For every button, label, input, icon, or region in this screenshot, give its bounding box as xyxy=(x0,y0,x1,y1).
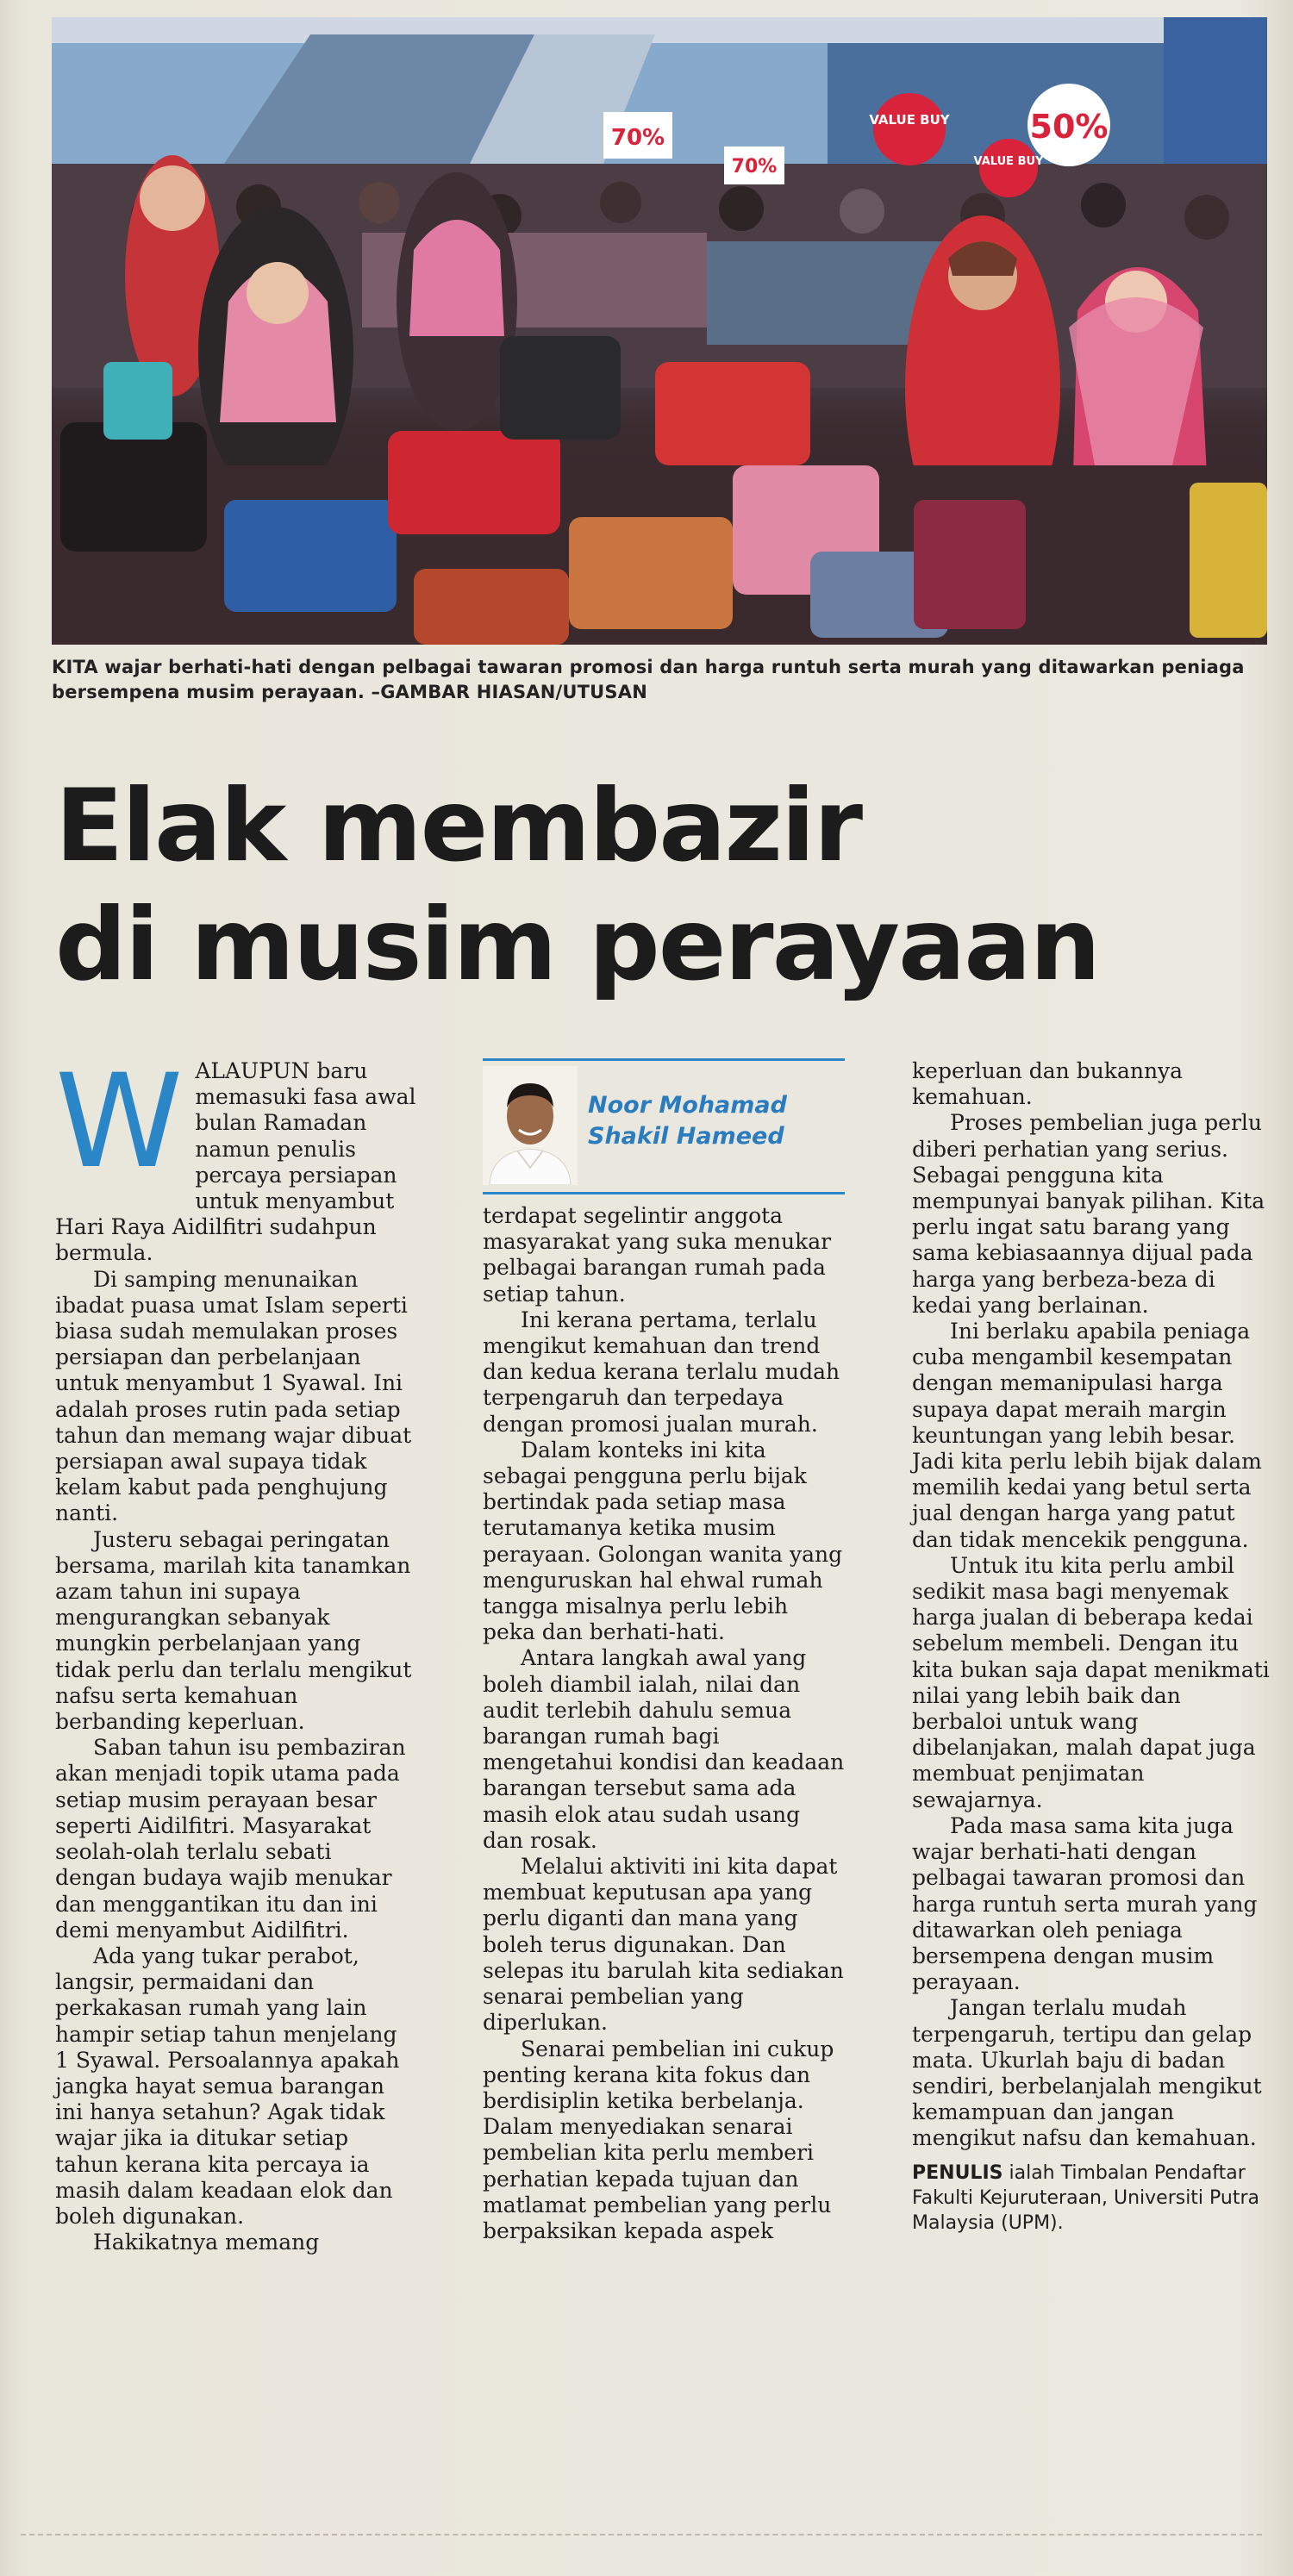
body-paragraph: Pada masa sama kita juga wajar berhati-hati dengan pelbagai tawaran promosi dan harga runtuh serta murah yang ditawarkan oleh peniaga bersempena dengan musim perayaan. xyxy=(912,1812,1258,1995)
body-paragraph: Ada yang tukar perabot, langsir, permaidani dan perkakasan rumah yang lain hampir setiap tahun menjelang 1 Syawal. Persoalannya apakah jangka hayat semua barangan ini hanya setahun? Agak tidak wajar jika ia ditukar setiap tahun kerana kita percaya ia masih dalam keadaan elok dan boleh digunakan. xyxy=(55,1943,400,2229)
writer-label: PENULIS xyxy=(912,2161,1003,2184)
body-paragraph: Saban tahun isu pembaziran akan menjadi topik utama pada setiap musim perayaan besar seperti Aidilfitri. Masyarakat seolah-olah terlalu sebati dengan budaya wajib menukar dan menggantikan itu dan ini demi menyambut Aidilfitri. xyxy=(55,1735,406,1943)
headline-line-1: Elak membazir xyxy=(55,768,862,884)
author-name-line-2: Shakil Hameed xyxy=(588,1123,784,1150)
svg-text:VALUE BUY: VALUE BUY xyxy=(869,112,950,128)
body-paragraph: Ini kerana pertama, terlalu mengikut kemahuan dan trend dan kedua kerana terlalu mudah terpengaruh dan terpedaya dengan promosi jualan murah. xyxy=(483,1307,840,1437)
author-name xyxy=(588,1090,787,1152)
body-paragraph: Dalam konteks ini kita sebagai pengguna perlu bijak bertindak pada setiap masa terutamanya ketika musim perayaan. Golongan wanita yang menguruskan hal ehwal rumah tangga misalnya perlu lebih peka dan berhati-hati. xyxy=(483,1437,843,1645)
lead-text: ALAUPUN baru memasuki fasa awal bulan Ramadan namun penulis percaya persiapan untuk menyambut Hari Raya Aidilfitri sudahpun bermula. xyxy=(55,1058,416,1266)
svg-text:VALUE BUY: VALUE BUY xyxy=(973,155,1044,168)
photo-illustration xyxy=(52,17,1267,645)
svg-text:50%: 50% xyxy=(1029,108,1109,146)
body-paragraph: Untuk itu kita perlu ambil sedikit masa bagi menyemak harga jualan di beberapa kedai sebelum membeli. Dengan itu kita bukan saja dapat menikmati nilai yang lebih baik dan berbaloi untuk wang dibelanjakan, malah dapat juga membuat penjimatan sewajarnya. xyxy=(912,1552,1270,1812)
writer-note xyxy=(912,2161,1274,2236)
article-column-2 xyxy=(483,1058,845,2244)
body-paragraph: keperluan dan bukannya kemahuan. xyxy=(912,1058,1184,1110)
author-portrait-icon xyxy=(483,1066,578,1185)
writer-note-text: ialah Timbalan Pendaftar Fakulti Kejuruteraan, Universiti Putra Malaysia (UPM). xyxy=(912,2161,1260,2234)
photo-credit: –GAMBAR HIASAN/UTUSAN xyxy=(371,682,647,702)
svg-text:70%: 70% xyxy=(731,156,778,178)
body-paragraph: Senarai pembelian ini cukup penting kerana kita fokus dan berdisiplin ketika berbelanja. Dalam menyediakan senarai pembelian kita perlu memberi perhatian kepada tujuan dan matlamat pembelian yang perlu berpaksikan kepada aspek xyxy=(483,2036,834,2243)
page-edge-divider xyxy=(21,2534,1262,2537)
article-column-3 xyxy=(912,1058,1274,2236)
body-paragraph: Di samping menunaikan ibadat puasa umat Islam seperti biasa sudah memulakan proses persiapan dan perbelanjaan untuk menyambut 1 Syawal. Ini adalah proses rutin pada setiap tahun dan memang wajar dibuat persiapan awal supaya tidak kelam kabut pada penghujung nanti. xyxy=(55,1266,412,1526)
discount-sign xyxy=(603,112,672,159)
caption-text: KITA wajar berhati-hati dengan pelbagai tawaran promosi dan harga runtuh serta murah yang ditawarkan peniaga bersempena musim perayaan. xyxy=(52,657,1245,702)
discount-sign xyxy=(724,147,784,184)
body-paragraph: Melalui aktiviti ini kita dapat membuat keputusan apa yang perlu diganti dan mana yang boleh terus digunakan. Dan selepas itu barulah kita sediakan senarai pembelian yang diperlukan. xyxy=(483,1854,844,2036)
drop-cap: W xyxy=(55,1047,184,1197)
svg-text:70%: 70% xyxy=(610,125,665,151)
body-paragraph: Antara langkah awal yang boleh diambil ialah, nilai dan audit terlebih dahulu semua barangan rumah bagi mengetahui kondisi dan keadaan barangan tersebut sama ada masih elok atau sudah usang dan rosak. xyxy=(483,1645,845,1853)
author-name-line-1: Noor Mohamad xyxy=(588,1092,787,1119)
body-paragraph: Justeru sebagai peringatan bersama, marilah kita tanamkan azam tahun ini supaya mengurangkan sebanyak mungkin perbelanjaan yang tidak perlu dan terlalu mengikut nafsu serta kemahuan berbanding keperluan. xyxy=(55,1526,412,1735)
author-byline xyxy=(483,1058,845,1194)
lead-paragraph xyxy=(55,1047,417,1267)
body-paragraph: Proses pembelian juga perlu diberi perhatian yang serius. Sebagai pengguna kita mempunyai banyak pilihan. Kita perlu ingat satu barang yang sama kebiasaannya dijual pada harga yang berbeza-beza di kedai yang berlainan. xyxy=(912,1110,1265,1318)
body-paragraph: terdapat segelintir anggota masyarakat yang suka menukar pelbagai barangan rumah pada setiap tahun. xyxy=(483,1203,832,1307)
discount-sign xyxy=(1028,84,1110,166)
headline-line-2: di musim perayaan xyxy=(55,887,1100,1003)
body-paragraph: Hakikatnya memang xyxy=(93,2230,320,2255)
body-paragraph: Ini berlaku apabila peniaga cuba mengambil kesempatan dengan memanipulasi harga supaya dapat meraih margin keuntungan yang lebih besar. Jadi kita perlu lebih bijak dalam memilih kedai yang betul serta jual dengan harga yang patut dan tidak mencekik pengguna. xyxy=(912,1319,1262,1552)
author-photo xyxy=(483,1066,578,1185)
photo-caption xyxy=(52,655,1267,705)
article-headline xyxy=(55,767,1245,1005)
body-paragraph: Jangan terlalu mudah terpengaruh, tertipu dan gelap mata. Ukurlah baju di badan sendiri, berbelanjalah mengikut kemampuan dan jangan mengikut nafsu dan kemahuan. xyxy=(912,1995,1262,2151)
article-column-1 xyxy=(55,1047,417,2255)
shopping-crowd-photo xyxy=(52,17,1267,645)
